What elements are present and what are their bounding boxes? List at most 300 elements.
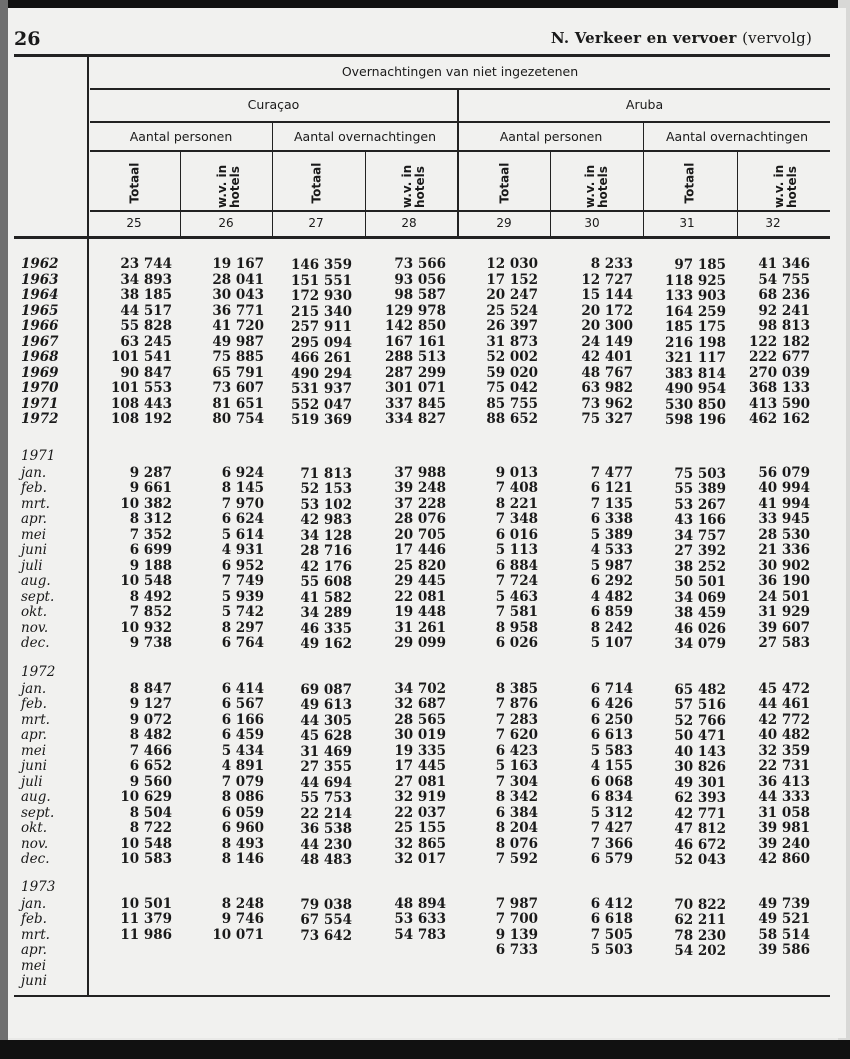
col-30-label: w.v. in hotels <box>583 164 610 208</box>
table-cell-col-32: 40 482 <box>758 727 810 743</box>
col-no-26: 26 <box>218 216 234 230</box>
table-cell-col-30: 20 172 <box>581 302 633 319</box>
table-cell-col-30: 6 714 <box>590 680 633 697</box>
table-cell-col-28: 17 445 <box>394 758 446 774</box>
table-cell-col-28: 98 587 <box>394 287 446 303</box>
row-label: 1967 <box>21 333 59 350</box>
table-cell-col-28: 337 845 <box>384 395 446 412</box>
table-cell-col-29: 8 221 <box>495 495 538 512</box>
table-cell-col-31: 38 252 <box>674 558 726 575</box>
table-cell-col-28: 28 565 <box>394 711 446 728</box>
table-cell-col-31: 490 954 <box>664 381 726 397</box>
table-cell-col-28: 20 705 <box>394 526 446 543</box>
table-cell-col-28: 25 820 <box>394 557 446 574</box>
table-cell-col-29: 85 755 <box>486 395 538 412</box>
table-cell-col-25: 7 352 <box>129 526 172 543</box>
table-cell-col-30: 6 859 <box>590 604 633 620</box>
table-cell-col-32: 24 501 <box>758 588 810 605</box>
table-cell-col-31: 34 757 <box>674 527 726 544</box>
table-cell-col-31: 598 196 <box>664 412 726 428</box>
table-cell-col-26: 81 651 <box>212 395 264 412</box>
table-cell-col-25: 10 548 <box>120 573 172 589</box>
row-label: nov. <box>21 835 49 852</box>
table-cell-col-27: 31 469 <box>300 743 352 760</box>
table-cell-col-32: 222 677 <box>748 349 810 365</box>
row-label: juni <box>21 973 47 989</box>
table-cell-col-30: 5 389 <box>590 526 633 543</box>
table-cell-col-27: 71 813 <box>300 465 352 482</box>
table-cell-col-25: 11 379 <box>120 911 172 927</box>
table-cell-col-32: 45 472 <box>758 680 810 697</box>
table-cell-col-28: 288 513 <box>384 349 446 365</box>
table-cell-col-25: 55 828 <box>120 318 172 334</box>
row-label: 1969 <box>21 364 59 381</box>
table-cell-col-30: 5 503 <box>590 942 633 958</box>
row-label: juni <box>21 758 47 774</box>
table-cell-col-31: 78 230 <box>674 927 726 944</box>
row-label: 1963 <box>21 271 59 288</box>
table-cell-col-29: 5 163 <box>495 758 538 774</box>
table-cell-col-30: 75 327 <box>581 411 633 427</box>
table-cell-col-29: 7 348 <box>495 511 538 527</box>
scan-bottom-border <box>0 1040 850 1059</box>
table-cell-col-28: 37 228 <box>394 495 446 512</box>
table-cell-col-30: 6 613 <box>590 727 633 743</box>
table-cell-col-26: 8 145 <box>221 480 264 496</box>
col-32-label: w.v. in hotels <box>772 164 799 208</box>
row-label: aug. <box>21 789 51 805</box>
table-cell-col-30: 4 482 <box>590 588 633 605</box>
table-cell-col-28: 167 161 <box>384 333 446 350</box>
table-cell-col-25: 34 893 <box>120 271 172 288</box>
table-cell-col-27: 41 582 <box>300 589 352 606</box>
table-cell-col-26: 19 167 <box>212 256 264 272</box>
table-cell-col-27: 257 911 <box>290 319 352 335</box>
table-cell-col-31: 30 826 <box>674 759 726 775</box>
table-cell-col-29: 8 958 <box>495 619 538 636</box>
table-cell-col-26: 10 071 <box>212 926 264 943</box>
col-no-27: 27 <box>308 216 324 230</box>
table-cell-col-26: 9 746 <box>221 911 264 927</box>
table-cell-col-32: 36 190 <box>758 573 810 589</box>
col-26-label: w.v. in hotels <box>215 164 242 208</box>
table-cell-col-29: 6 423 <box>495 742 538 759</box>
table-cell-col-29: 5 463 <box>495 588 538 605</box>
table-cell-col-26: 80 754 <box>212 411 264 427</box>
table-cell-col-26: 5 614 <box>221 526 264 543</box>
table-cell-col-28: 22 037 <box>394 804 446 821</box>
table-cell-col-25: 101 541 <box>110 349 172 365</box>
table-cell-col-25: 8 492 <box>129 588 172 605</box>
table-cell-col-31: 383 814 <box>664 365 726 382</box>
table-cell-col-29: 88 652 <box>486 411 538 427</box>
table-cell-col-32: 28 530 <box>758 526 810 543</box>
table-cell-col-30: 5 987 <box>590 557 633 574</box>
table-cell-col-32: 32 359 <box>758 742 810 759</box>
row-label: 1971 <box>21 395 59 412</box>
table-cell-col-32: 42 772 <box>758 711 810 728</box>
row-label: dec. <box>21 635 50 651</box>
table-cell-col-32: 49 521 <box>758 911 810 927</box>
table-cell-col-30: 20 300 <box>581 318 633 334</box>
table-cell-col-30: 48 767 <box>581 364 633 381</box>
row-label: feb. <box>21 911 47 927</box>
table-cell-col-29: 26 397 <box>486 318 538 334</box>
table-cell-col-32: 39 981 <box>758 820 810 836</box>
table-cell-col-25: 8 482 <box>129 727 172 743</box>
col-divider-27-28 <box>365 151 366 236</box>
table-cell-col-30: 6 412 <box>590 895 633 912</box>
table-cell-col-28: 48 894 <box>394 895 446 912</box>
table-bottom-rule <box>14 995 830 997</box>
table-cell-col-25: 10 548 <box>120 835 172 852</box>
table-cell-col-32: 36 413 <box>758 773 810 790</box>
table-cell-col-30: 6 834 <box>590 789 633 805</box>
table-cell-col-31: 133 903 <box>664 288 726 304</box>
row-label: 1970 <box>21 380 59 396</box>
table-cell-col-31: 57 516 <box>674 697 726 713</box>
table-cell-col-25: 8 312 <box>129 511 172 527</box>
row-label: mrt. <box>21 711 50 728</box>
col-no-31: 31 <box>679 216 695 230</box>
rule-under-region <box>90 121 830 123</box>
table-cell-col-28: 34 702 <box>394 680 446 697</box>
table-cell-col-32: 270 039 <box>748 364 810 381</box>
region-curacao: Curaçao <box>247 97 300 112</box>
table-cell-col-27: 44 305 <box>300 712 352 729</box>
table-cell-col-30: 8 242 <box>590 619 633 636</box>
table-cell-col-29: 7 876 <box>495 696 538 712</box>
table-cell-col-31: 185 175 <box>664 319 726 335</box>
row-label: 1972 <box>21 411 59 427</box>
table-cell-col-27: 552 047 <box>290 396 352 413</box>
table-cell-col-27: 34 128 <box>300 527 352 544</box>
row-label: juli <box>21 557 43 574</box>
table-cell-col-26: 5 742 <box>221 604 264 620</box>
header-top-rule <box>14 54 830 57</box>
table-cell-col-28: 32 919 <box>394 789 446 805</box>
table-cell-col-27: 295 094 <box>290 334 352 351</box>
table-cell-col-30: 4 155 <box>590 758 633 774</box>
year-group-label: 1973 <box>21 879 56 895</box>
table-cell-col-31: 50 471 <box>674 728 726 744</box>
table-cell-col-29: 5 113 <box>495 542 538 558</box>
col-divider-25-26 <box>180 151 181 236</box>
year-group-label: 1971 <box>21 448 56 464</box>
table-cell-col-28: 31 261 <box>394 619 446 636</box>
row-label: mei <box>21 742 47 759</box>
table-cell-col-28: 32 017 <box>394 851 446 867</box>
table-cell-col-27: 151 551 <box>290 272 352 289</box>
row-label: 1966 <box>21 318 59 334</box>
table-cell-col-28: 25 155 <box>394 820 446 836</box>
table-cell-col-26: 6 624 <box>221 511 264 527</box>
table-cell-col-25: 10 382 <box>120 495 172 512</box>
table-cell-col-26: 5 939 <box>221 588 264 605</box>
table-cell-col-26: 73 607 <box>212 380 264 396</box>
scan-top-border <box>0 0 850 8</box>
table-cell-col-25: 23 744 <box>120 256 172 272</box>
table-cell-col-32: 41 346 <box>758 256 810 272</box>
col-no-32: 32 <box>765 216 781 230</box>
table-cell-col-26: 4 931 <box>221 542 264 558</box>
table-cell-col-29: 6 884 <box>495 557 538 574</box>
table-cell-col-27: 34 289 <box>300 605 352 621</box>
row-label: okt. <box>21 604 48 620</box>
table-cell-col-32: 40 994 <box>758 480 810 496</box>
col-no-30: 30 <box>584 216 600 230</box>
table-cell-col-31: 65 482 <box>674 681 726 698</box>
table-cell-col-27: 146 359 <box>290 257 352 273</box>
table-cell-col-30: 6 338 <box>590 511 633 527</box>
table-cell-col-27: 490 294 <box>290 365 352 382</box>
row-label: apr. <box>21 942 47 958</box>
rule-under-title <box>90 88 830 90</box>
row-label: sept. <box>21 804 55 821</box>
table-cell-col-25: 9 287 <box>129 464 172 481</box>
row-label: 1968 <box>21 349 59 365</box>
table-cell-col-27: 519 369 <box>290 412 352 428</box>
row-label: mei <box>21 957 47 974</box>
col-divider-29-30 <box>550 151 551 236</box>
table-cell-col-32: 31 929 <box>758 604 810 620</box>
table-cell-col-26: 6 924 <box>221 464 264 481</box>
table-cell-col-27: 49 162 <box>300 636 352 652</box>
table-cell-col-30: 6 250 <box>590 711 633 728</box>
table-cell-col-32: 39 586 <box>758 942 810 958</box>
table-cell-col-25: 9 188 <box>129 557 172 574</box>
table-cell-col-28: 93 056 <box>394 271 446 288</box>
table-cell-col-31: 43 166 <box>674 512 726 528</box>
table-cell-col-28: 73 566 <box>394 256 446 272</box>
table-cell-col-31: 38 459 <box>674 605 726 621</box>
table-cell-col-32: 27 583 <box>758 635 810 651</box>
table-cell-col-25: 108 192 <box>110 411 172 427</box>
row-label: juni <box>21 542 47 558</box>
table-cell-col-28: 17 446 <box>394 542 446 558</box>
table-cell-col-29: 6 384 <box>495 804 538 821</box>
table-cell-col-26: 6 567 <box>221 696 264 712</box>
table-cell-col-26: 8 248 <box>221 895 264 912</box>
page-number: 26 <box>14 28 41 50</box>
row-label: 1962 <box>21 256 59 272</box>
table-cell-col-30: 15 144 <box>581 287 633 303</box>
row-label: sept. <box>21 588 55 605</box>
col-no-29: 29 <box>496 216 512 230</box>
table-cell-col-28: 334 827 <box>384 411 446 427</box>
table-cell-col-32: 31 058 <box>758 804 810 821</box>
table-cell-col-29: 7 581 <box>495 604 538 620</box>
table-cell-col-31: 118 925 <box>664 272 726 289</box>
table-cell-col-32: 39 607 <box>758 619 810 636</box>
table-cell-col-30: 42 401 <box>581 349 633 365</box>
row-label: apr. <box>21 727 47 743</box>
table-cell-col-29: 8 342 <box>495 789 538 805</box>
table-cell-col-30: 5 107 <box>590 635 633 651</box>
table-cell-col-29: 20 247 <box>486 287 538 303</box>
table-cell-col-25: 38 185 <box>120 287 172 303</box>
table-cell-col-32: 33 945 <box>758 511 810 527</box>
table-cell-col-31: 52 766 <box>674 712 726 729</box>
row-label: feb. <box>21 480 47 496</box>
table-cell-col-27: 42 176 <box>300 558 352 575</box>
table-cell-col-26: 6 414 <box>221 680 264 697</box>
table-cell-col-26: 7 970 <box>221 495 264 512</box>
row-label: apr. <box>21 511 47 527</box>
table-cell-col-25: 101 553 <box>110 380 172 396</box>
table-cell-col-27: 466 261 <box>290 350 352 366</box>
row-label: mrt. <box>21 495 50 512</box>
table-cell-col-29: 7 408 <box>495 480 538 496</box>
table-cell-col-25: 6 652 <box>129 758 172 774</box>
table-cell-col-32: 21 336 <box>758 542 810 558</box>
table-cell-col-26: 5 434 <box>221 742 264 759</box>
table-cell-col-31: 34 079 <box>674 636 726 652</box>
table-cell-col-26: 49 987 <box>212 333 264 350</box>
table-cell-col-26: 6 960 <box>221 820 264 836</box>
table-cell-col-27: 215 340 <box>290 303 352 320</box>
table-cell-col-29: 7 987 <box>495 895 538 912</box>
table-cell-col-25: 11 986 <box>120 926 172 943</box>
row-label: 1964 <box>21 287 59 303</box>
row-label: mrt. <box>21 926 50 943</box>
table-cell-col-27: 44 230 <box>300 836 352 853</box>
rule-under-group <box>90 150 830 152</box>
row-label: jan. <box>21 895 47 912</box>
table-cell-col-29: 8 204 <box>495 820 538 836</box>
table-cell-col-27: 55 608 <box>300 574 352 590</box>
table-cell-col-26: 7 079 <box>221 773 264 790</box>
group-curacao-overnachtingen: Aantal overnachtingen <box>293 129 437 144</box>
table-cell-col-28: 37 988 <box>394 464 446 481</box>
table-cell-col-30: 6 579 <box>590 851 633 867</box>
table-cell-col-27: 53 102 <box>300 496 352 513</box>
col-27-label: Totaal <box>309 162 324 204</box>
table-cell-col-30: 7 366 <box>590 835 633 852</box>
table-cell-col-30: 4 533 <box>590 542 633 558</box>
row-label: aug. <box>21 573 51 589</box>
table-cell-col-26: 30 043 <box>212 287 264 303</box>
table-cell-col-27: 36 538 <box>300 821 352 837</box>
table-cell-col-30: 5 583 <box>590 742 633 759</box>
table-cell-col-30: 6 068 <box>590 773 633 790</box>
table-cell-col-32: 54 755 <box>758 271 810 288</box>
table-cell-col-25: 10 583 <box>120 851 172 867</box>
rule-above-colnos <box>90 210 830 212</box>
table-cell-col-25: 108 443 <box>110 395 172 412</box>
table-cell-col-26: 8 146 <box>221 851 264 867</box>
table-cell-col-30: 6 618 <box>590 911 633 927</box>
col-28-label: w.v. in hotels <box>400 164 427 208</box>
table-cell-col-31: 40 143 <box>674 743 726 760</box>
table-cell-col-27: 172 930 <box>290 288 352 304</box>
table-cell-col-25: 9 072 <box>129 711 172 728</box>
table-cell-col-31: 97 185 <box>674 257 726 273</box>
table-cell-col-27: 42 983 <box>300 512 352 528</box>
row-label: juli <box>21 773 43 790</box>
table-cell-col-26: 6 459 <box>221 727 264 743</box>
table-cell-col-26: 8 086 <box>221 789 264 805</box>
scan-left-border <box>0 0 8 1059</box>
table-cell-col-26: 65 791 <box>212 364 264 381</box>
table-cell-col-26: 6 952 <box>221 557 264 574</box>
table-cell-col-28: 30 019 <box>394 727 446 743</box>
header-bottom-rule <box>14 236 830 239</box>
table-cell-col-30: 7 135 <box>590 495 633 512</box>
row-label: mei <box>21 526 47 543</box>
table-cell-col-27: 531 937 <box>290 381 352 397</box>
table-cell-col-28: 287 299 <box>384 364 446 381</box>
table-cell-col-32: 49 739 <box>758 895 810 912</box>
table-cell-col-27: 52 153 <box>300 481 352 497</box>
table-cell-col-27: 45 628 <box>300 728 352 744</box>
table-cell-col-30: 6 292 <box>590 573 633 589</box>
row-label: jan. <box>21 680 47 697</box>
table-cell-col-29: 7 283 <box>495 711 538 728</box>
table-cell-col-30: 12 727 <box>581 271 633 288</box>
table-cell-col-27: 55 753 <box>300 790 352 806</box>
group-aruba-overnachtingen: Aantal overnachtingen <box>665 129 809 144</box>
table-cell-col-31: 50 501 <box>674 574 726 590</box>
stub-column-rule <box>87 57 89 995</box>
group-aruba-personen: Aantal personen <box>499 129 603 144</box>
table-cell-col-29: 6 016 <box>495 526 538 543</box>
table-cell-col-28: 19 335 <box>394 742 446 759</box>
section-title: N. Verkeer en vervoer <box>550 29 737 47</box>
table-cell-col-27: 79 038 <box>300 896 352 913</box>
table-cell-col-32: 413 590 <box>748 395 810 412</box>
table-cell-col-31: 52 043 <box>674 852 726 868</box>
table-cell-col-30: 5 312 <box>590 804 633 821</box>
table-cell-col-29: 8 076 <box>495 835 538 852</box>
table-cell-col-27: 69 087 <box>300 681 352 698</box>
table-cell-col-25: 9 560 <box>129 773 172 790</box>
table-cell-col-26: 8 493 <box>221 835 264 852</box>
table-cell-col-29: 75 042 <box>486 380 538 396</box>
row-label: jan. <box>21 464 47 481</box>
table-cell-col-30: 7 427 <box>590 820 633 836</box>
table-cell-col-28: 53 633 <box>394 911 446 927</box>
table-cell-col-30: 8 233 <box>590 256 633 272</box>
table-cell-col-25: 6 699 <box>129 542 172 558</box>
table-cell-col-31: 321 117 <box>664 350 726 366</box>
table-cell-col-25: 7 852 <box>129 604 172 620</box>
table-cell-col-30: 24 149 <box>581 333 633 350</box>
table-cell-col-25: 8 504 <box>129 804 172 821</box>
table-cell-col-30: 63 982 <box>581 380 633 396</box>
row-label: okt. <box>21 820 48 836</box>
table-cell-col-32: 44 461 <box>758 696 810 712</box>
col-25-label: Totaal <box>127 162 142 204</box>
table-cell-col-27: 27 355 <box>300 759 352 775</box>
table-cell-col-32: 368 133 <box>748 380 810 396</box>
table-cell-col-31: 27 392 <box>674 543 726 559</box>
page-title <box>551 29 812 47</box>
table-cell-col-28: 39 248 <box>394 480 446 496</box>
table-cell-col-27: 22 214 <box>300 805 352 822</box>
region-aruba: Aruba <box>625 97 664 112</box>
table-cell-col-29: 59 020 <box>486 364 538 381</box>
table-cell-col-28: 301 071 <box>384 380 446 396</box>
table-cell-col-31: 164 259 <box>664 303 726 320</box>
table-cell-col-31: 49 301 <box>674 774 726 791</box>
table-cell-col-32: 41 994 <box>758 495 810 512</box>
table-cell-col-32: 30 902 <box>758 557 810 574</box>
table-cell-col-30: 6 426 <box>590 696 633 712</box>
table-cell-col-31: 75 503 <box>674 465 726 482</box>
table-cell-col-32: 122 182 <box>748 333 810 350</box>
table-cell-col-27: 73 642 <box>300 927 352 944</box>
